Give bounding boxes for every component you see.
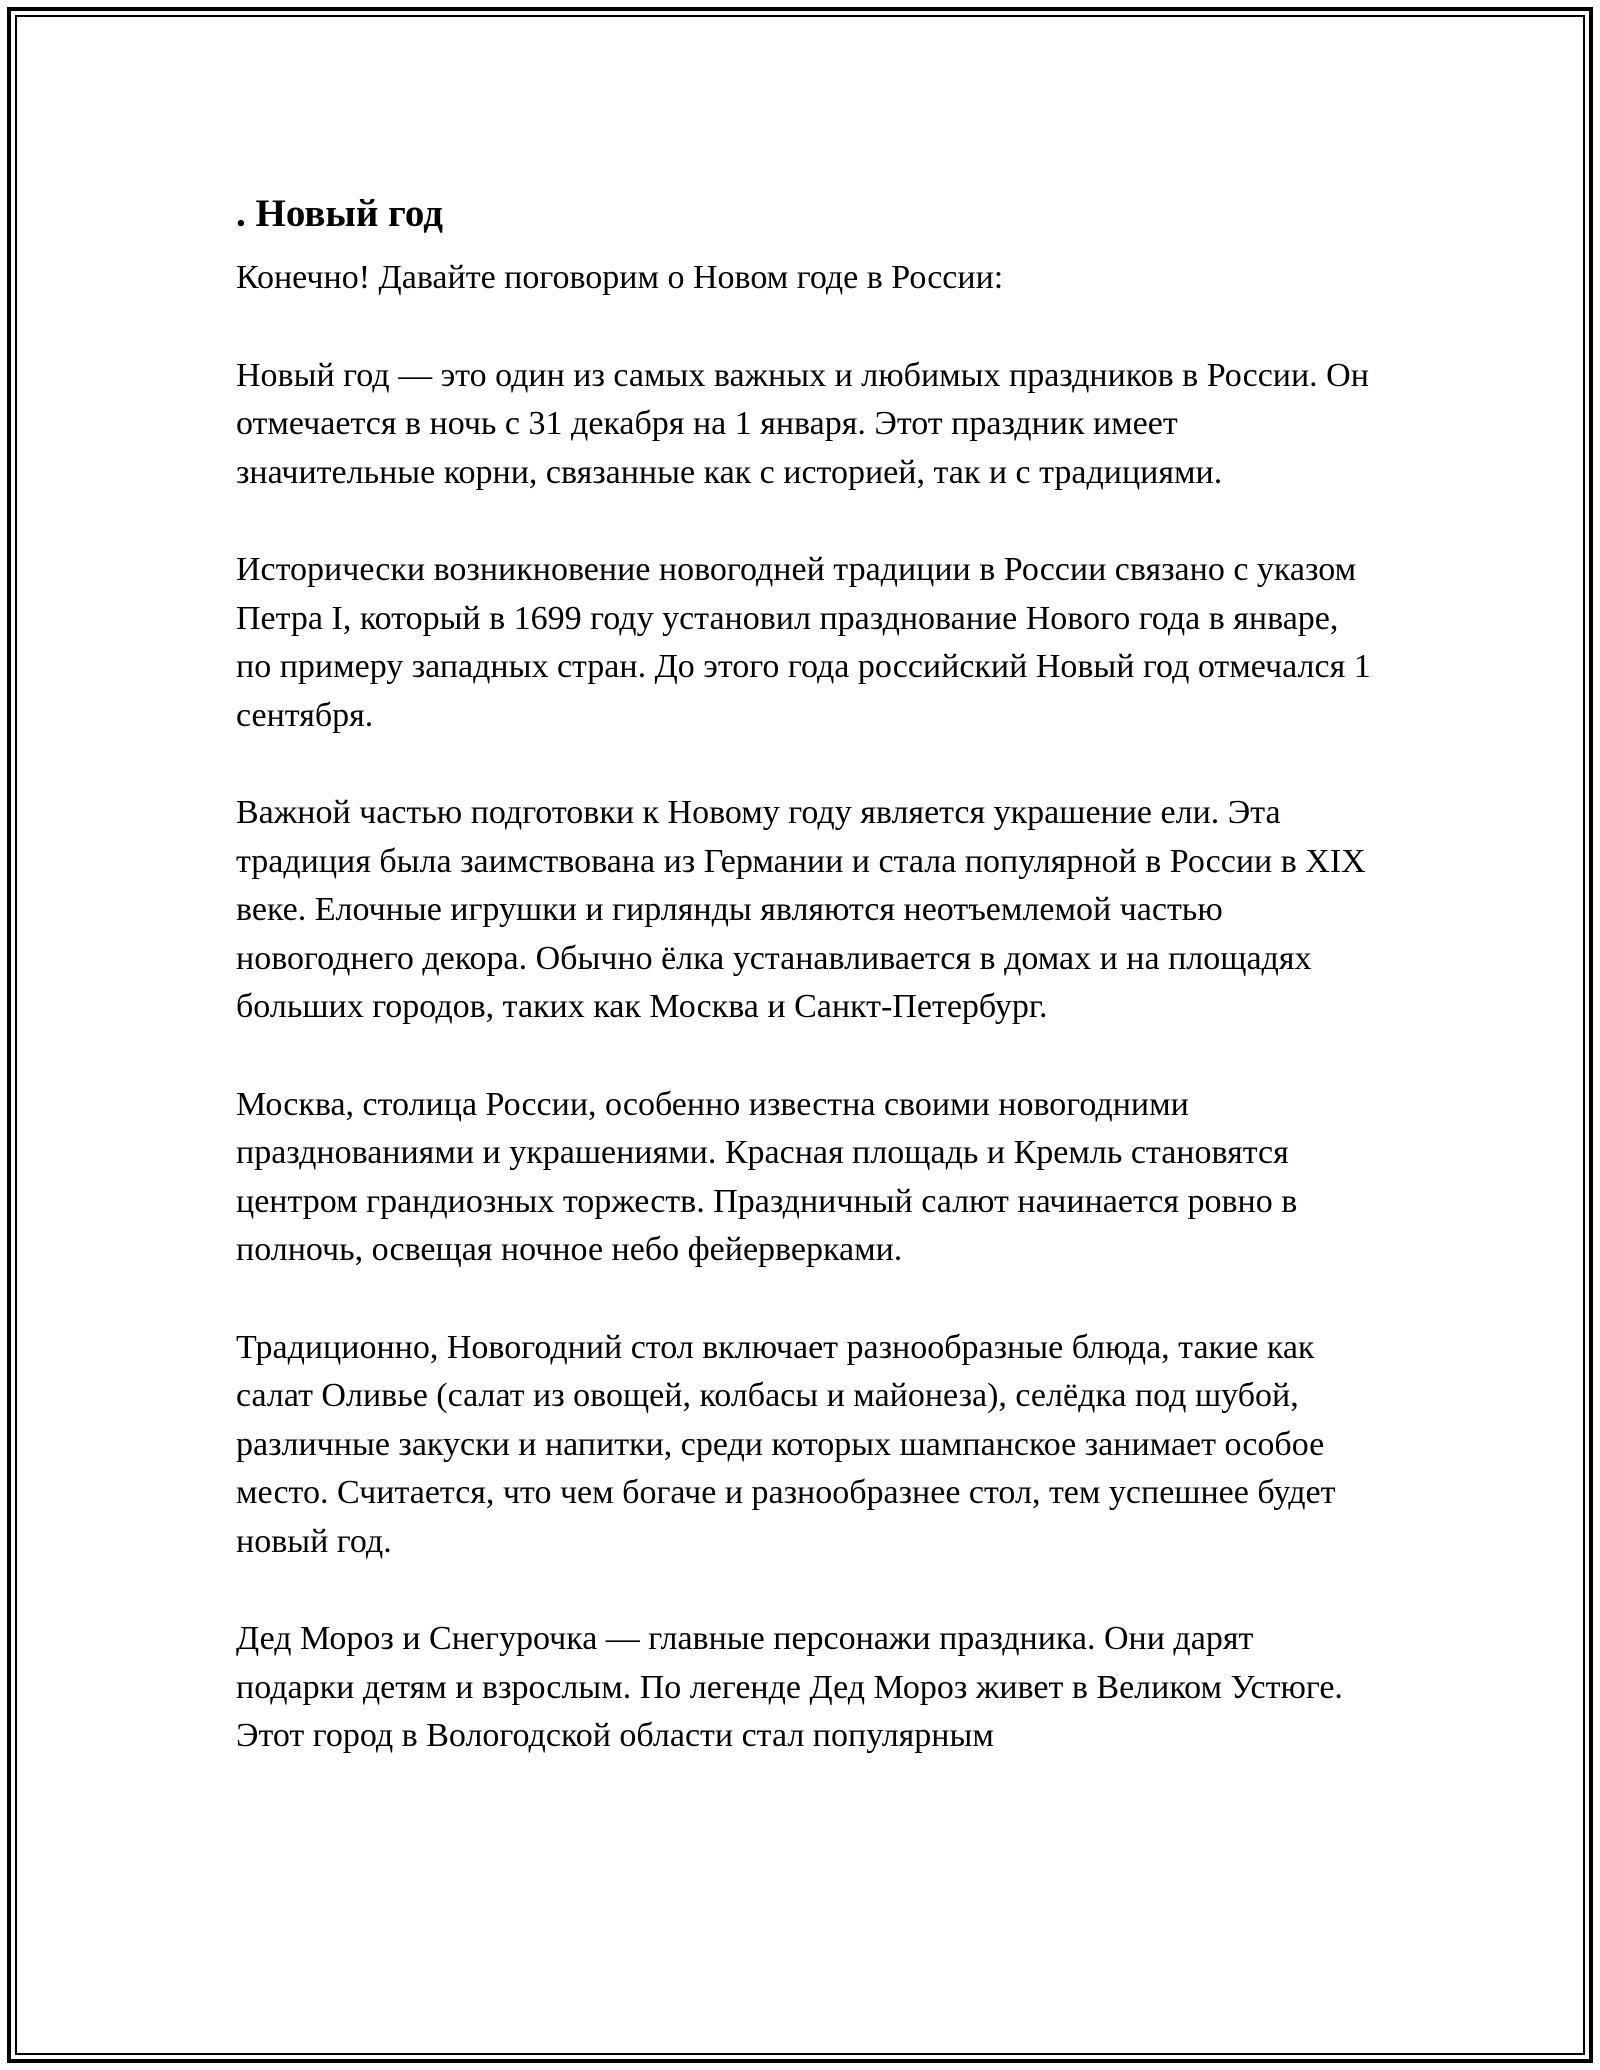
paragraph-moscow: Москва, столица России, особенно известна своими новогодними празднованиями и украшениями. Красная площадь и Кремль становятся центром грандиозных торжеств. Праздничный салют начинается ровно в полночь, освещая ночное небо фейерверками.: [236, 1085, 1298, 1268]
document-page: [236, 186, 1376, 1761]
paragraph-ded-moroz: Дед Мороз и Снегурочка — главные персонажи праздника. Они дарят подарки детям и взрослым. По легенде Дед Мороз живет в Великом Устюге. Этот город в Вологодской области стал популярным: [236, 1620, 1343, 1754]
paragraph-history-intro: Новый год — это один из самых важных и любимых праздников в России. Он отмечается в ночь с 31 декабря на 1 января. Этот праздник имеет значительные корни, связанные как с историей, так и с традициями.: [236, 356, 1369, 491]
intro-paragraph: Конечно! Давайте поговорим о Новом годе в России:: [236, 259, 1004, 296]
paragraph-peter-decree: Исторически возникновение новогодней традиции в России связано с указом Петра I, который в 1699 году установил празднование Нового года в январе, по примеру западных стран. До этого года российский Новый год отмечался 1 сентября.: [236, 551, 1371, 734]
document-title: . Новый год: [236, 192, 443, 235]
paragraph-christmas-tree: Важной частью подготовки к Новому году является украшение ели. Эта традиция была заимствована из Германии и стала популярной в России в XIX веке. Елочные игрушки и гирлянды являются неотъемлемой частью новогоднего декора. Обычно ёлка устанавливается в домах и на площадях больших городов, таких как Москва и Санкт-Петербург.: [236, 794, 1366, 1025]
paragraph-festive-table: Традиционно, Новогодний стол включает разнообразные блюда, такие как салат Оливье (салат из овощей, колбасы и майонеза), селёдка под шубой, различные закуски и напитки, среди которых шампанское занимает особое место. Считается, что чем богаче и разнообразнее стол, тем успешнее будет новый год.: [236, 1328, 1336, 1560]
